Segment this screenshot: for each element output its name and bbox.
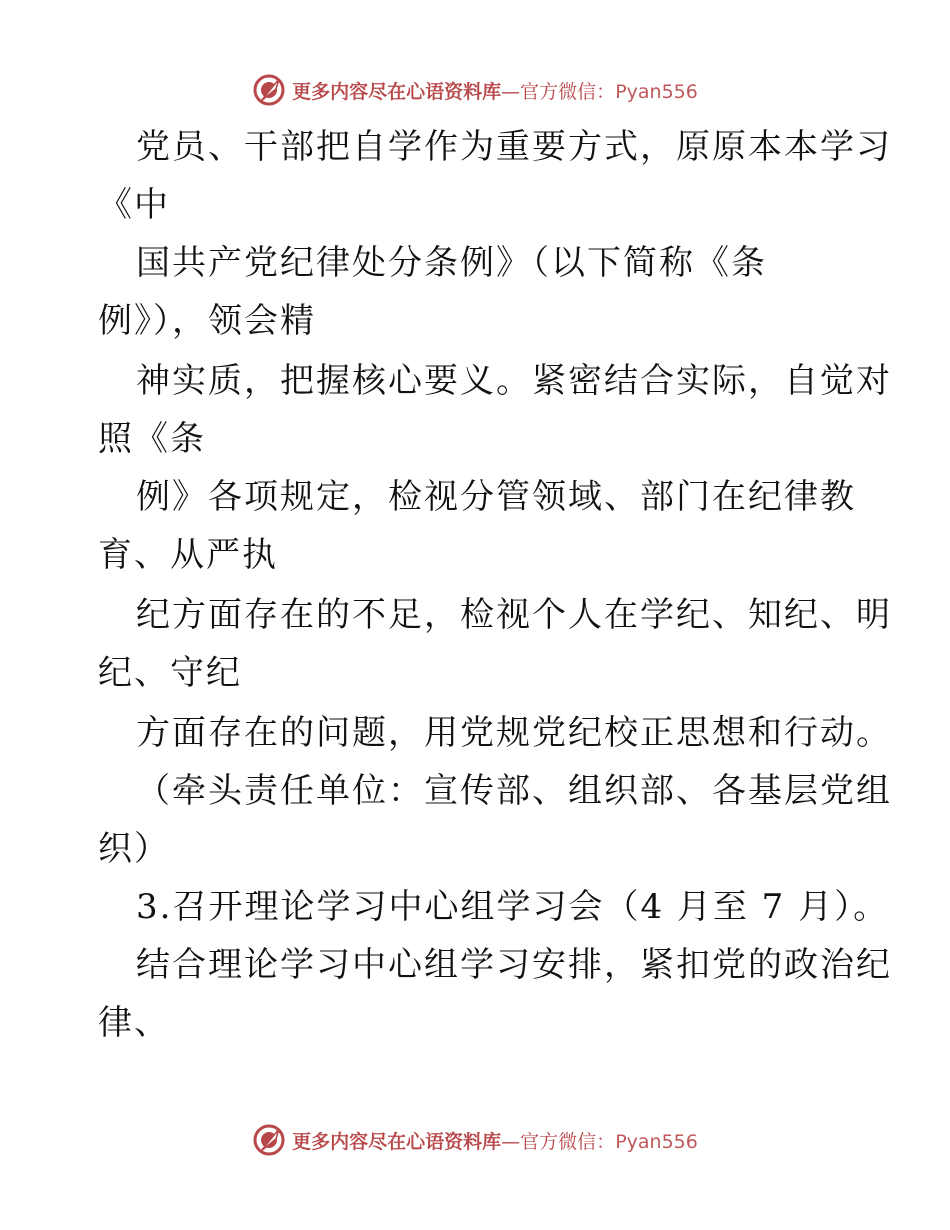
text-line: 育、从严执 — [98, 535, 278, 575]
text-line: 党员、干部把自学作为重要方式，原原本本学习 — [136, 127, 892, 167]
text-line: 3.召开理论学习中心组学习会（4 月至 7 月）。 — [136, 887, 890, 927]
quill-seal-icon — [252, 1123, 286, 1157]
watermark-text — [292, 1127, 698, 1154]
watermark-dash: — — [501, 1130, 521, 1153]
watermark-site: 更多内容尽在心语资料库 — [292, 80, 502, 103]
text-line: 纪方面存在的不足，检视个人在学纪、知纪、明 — [136, 595, 892, 635]
text-line: 例》），领会精 — [98, 301, 316, 341]
text-line: 照《条 — [98, 419, 206, 459]
text-line: 律、 — [98, 1003, 170, 1043]
watermark-text — [292, 77, 698, 104]
footer-watermark — [0, 1120, 950, 1160]
quill-seal-icon — [252, 73, 286, 107]
text-line: 神实质，把握核心要义。紧密结合实际，自觉对 — [136, 361, 892, 401]
text-line: 例》各项规定，检视分管领域、部门在纪律教 — [136, 477, 856, 517]
text-line: 方面存在的问题，用党规党纪校正思想和行动。 — [136, 713, 892, 753]
watermark-dash: — — [501, 80, 521, 103]
watermark-label: 官方微信： — [520, 1130, 616, 1153]
watermark-label: 官方微信： — [520, 80, 616, 103]
text-line: 国共产党纪律处分条例》（以下简称《条 — [136, 243, 767, 283]
text-line: 《中 — [98, 185, 170, 225]
text-line: （牵头责任单位：宣传部、组织部、各基层党组 — [136, 771, 892, 811]
watermark-wechat-id: Pyan556 — [615, 1130, 698, 1153]
text-line: 结合理论学习中心组学习安排，紧扣党的政治纪 — [136, 945, 892, 985]
header-watermark — [0, 70, 950, 110]
text-line: 织） — [98, 829, 170, 869]
text-line: 纪、守纪 — [98, 653, 242, 693]
watermark-wechat-id: Pyan556 — [615, 80, 698, 103]
watermark-site: 更多内容尽在心语资料库 — [292, 1130, 502, 1153]
